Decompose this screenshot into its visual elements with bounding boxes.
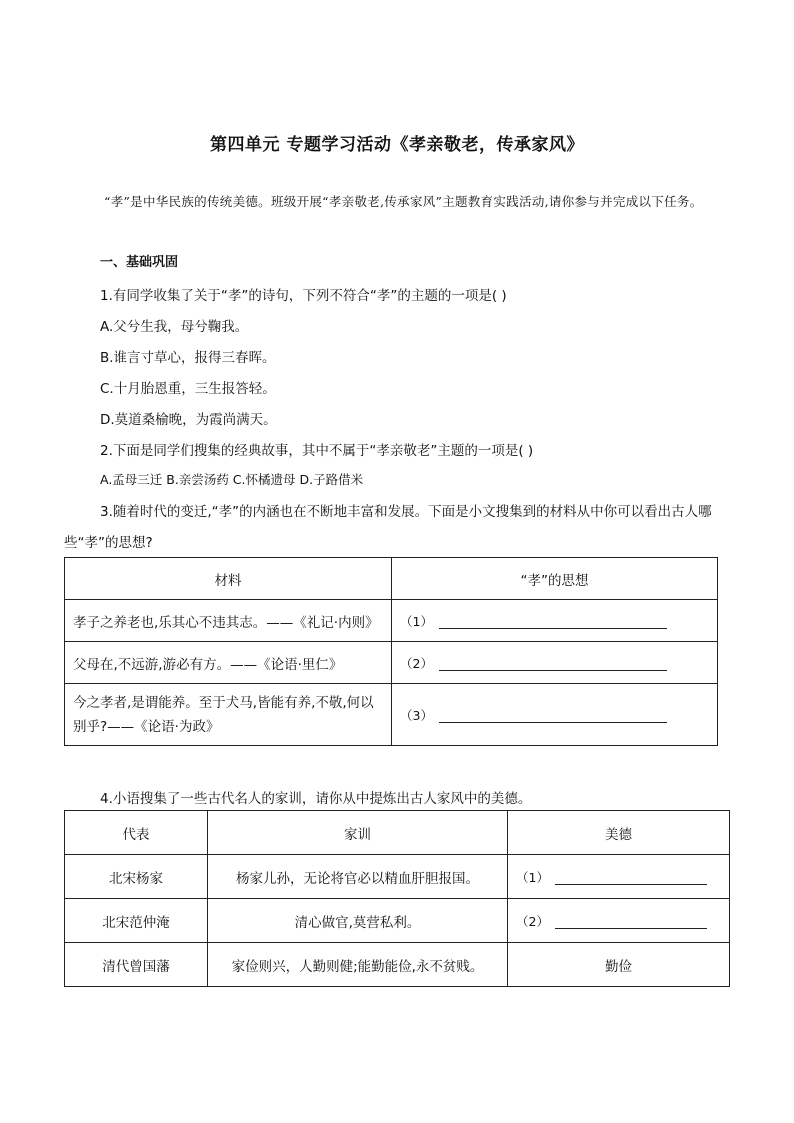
answer-blank[interactable]: [555, 870, 707, 885]
table-header-cell: 材料: [65, 558, 392, 600]
answer-number: （2）: [516, 913, 549, 929]
material-cell: 孝子之养老也,乐其心不违其志。——《礼记·内则》: [65, 600, 392, 642]
answer-blank[interactable]: [439, 614, 667, 629]
q1-stem: 1.有同学收集了关于“孝”的诗句，下列不符合“孝”的主题的一项是( ): [100, 288, 507, 304]
q1-option-c: C.十月胎恩重，三生报答轻。: [100, 381, 276, 397]
table-row: [65, 642, 718, 684]
q1-option-d: D.莫道桑榆晚，为霞尚满天。: [100, 412, 277, 428]
answer-number: （3）: [400, 707, 433, 723]
page-title: 第四单元 专题学习活动《孝亲敬老，传承家风》: [210, 135, 584, 155]
intro-paragraph: “孝”是中华民族的传统美德。班级开展“孝亲敬老,传承家风”主题教育实践活动,请你参与并完成以下任务。: [104, 194, 703, 209]
motto-cell: 清心做官,莫营私利。: [208, 899, 508, 943]
rep-cell: 清代曾国藩: [65, 943, 208, 987]
material-cell: 父母在,不远游,游必有方。——《论语·里仁》: [65, 642, 392, 684]
table-row: [65, 600, 718, 642]
virtue-cell: [508, 855, 730, 899]
table-header-row: [65, 558, 718, 600]
table-row: [65, 855, 730, 899]
answer-number: （1）: [516, 869, 549, 885]
answer-blank[interactable]: [555, 914, 707, 929]
answer-cell: [392, 684, 718, 746]
table-row: [65, 684, 718, 746]
motto-cell: 杨家儿孙，无论将官必以精血肝胆报国。: [208, 855, 508, 899]
q3-stem: 3.随着时代的变迁,“孝”的内涵也在不断地丰富和发展。下面是小文搜集到的材料从中你可以看出古人哪些“孝”的思想?: [64, 504, 712, 551]
table-row: [65, 899, 730, 943]
virtue-cell: [508, 899, 730, 943]
answer-blank[interactable]: [439, 656, 667, 671]
q2-options: A.孟母三迁 B.亲尝汤药 C.怀橘遗母 D.子路借米: [100, 472, 364, 487]
rep-cell: 北宋范仲淹: [65, 899, 208, 943]
table-header-cell: 美德: [508, 811, 730, 855]
q4-table: [64, 810, 730, 987]
virtue-cell: 勤俭: [508, 943, 730, 987]
material-cell: 今之孝者,是谓能养。至于犬马,皆能有养,不敬,何以别乎?——《论语·为政》: [65, 684, 392, 746]
section-heading: 一、基础巩固: [100, 255, 179, 270]
answer-number: （1）: [400, 613, 433, 629]
q3-table: [64, 557, 718, 746]
table-header-row: [65, 811, 730, 855]
answer-number: （2）: [400, 655, 433, 671]
q1-option-b: B.谁言寸草心，报得三春晖。: [100, 350, 276, 366]
q1-option-a: A.父兮生我，母兮鞠我。: [100, 319, 249, 335]
q4-stem: 4.小语搜集了一些古代名人的家训，请你从中提炼出古人家风中的美德。: [100, 791, 532, 807]
table-header-cell: 代表: [65, 811, 208, 855]
answer-cell: [392, 642, 718, 684]
motto-cell: 家俭则兴，人勤则健;能勤能俭,永不贫贱。: [208, 943, 508, 987]
q2-stem: 2.下面是同学们搜集的经典故事，其中不属于“孝亲敬老”主题的一项是( ): [100, 443, 534, 459]
table-row: [65, 943, 730, 987]
table-header-cell: “孝”的思想: [392, 558, 718, 600]
table-header-cell: 家训: [208, 811, 508, 855]
rep-cell: 北宋杨家: [65, 855, 208, 899]
answer-blank[interactable]: [439, 708, 667, 723]
answer-cell: [392, 600, 718, 642]
